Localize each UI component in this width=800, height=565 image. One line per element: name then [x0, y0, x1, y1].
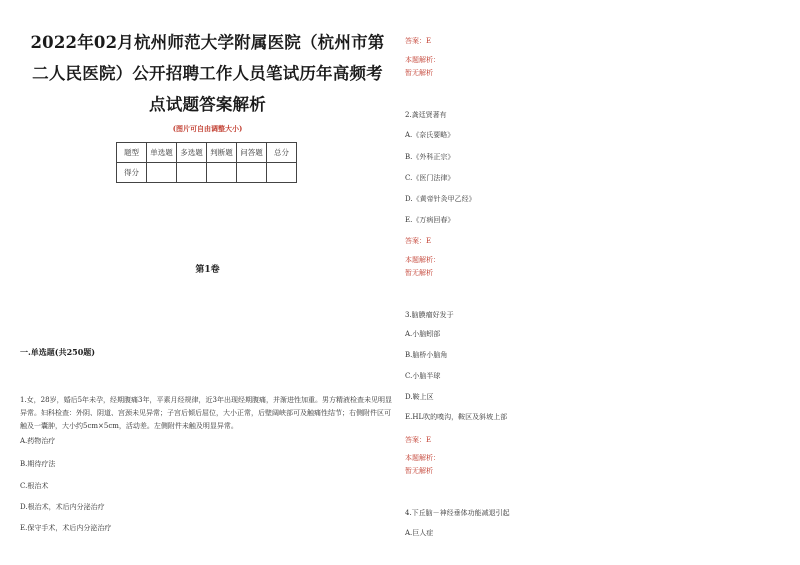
- title-line-3: 点试题答案解析: [149, 95, 266, 114]
- question-1-stem: 1.女，28岁，婚后5年未孕，经期腹痛3年，平素月经规律，近3年出现经期腹痛，并渐进性加重。男方精液检查未见明显异常。妇科检查：外阴、阴道、宫颈未见异常；子宫后倾后屈位，大小正常，后壁阔峡部可及触痛性结节；右侧附件区可触及一囊肿，大小约5cm×5cm，活动差。左侧附件未触及明显异常。: [20, 396, 392, 430]
- score-table-score-row: [117, 163, 297, 183]
- question-3-stem: 3.脑膜瘤好发于: [405, 311, 454, 319]
- question-3-option-d[interactable]: D.鞍上区: [405, 393, 434, 401]
- question-3-option-a[interactable]: A.小脑蚓部: [405, 330, 441, 338]
- question-2-option-c[interactable]: C.《医门法律》: [405, 174, 455, 182]
- score-cell[interactable]: [177, 163, 207, 183]
- question-3-option-e[interactable]: E.HL吹的嗅沟，鞍区及斜坡上部: [405, 413, 508, 421]
- score-header-cell: 总分: [267, 143, 297, 163]
- question-2-option-e[interactable]: E.《万病回春》: [405, 216, 455, 224]
- score-row-label: 得分: [117, 163, 147, 183]
- question-1-option-c[interactable]: C.根治术: [20, 482, 49, 490]
- score-header-cell: 判断题: [207, 143, 237, 163]
- score-cell[interactable]: [267, 163, 297, 183]
- image-resize-note: (图片可自由调整大小): [172, 124, 243, 133]
- question-2-option-d[interactable]: D.《黄帝针灸甲乙经》: [405, 195, 476, 203]
- explanation-2-label: 本题解析：: [405, 256, 440, 264]
- explanation-2-text: 暂无解析: [405, 269, 433, 277]
- title-line-1: 2022年02月杭州师范大学附属医院（杭州市第: [30, 33, 385, 52]
- score-header-cell: 问答题: [237, 143, 267, 163]
- question-3-option-c[interactable]: C.小脑半球: [405, 372, 441, 380]
- answer-3: 答案：E: [405, 436, 432, 444]
- question-4-option-a[interactable]: A.巨人症: [405, 529, 434, 537]
- question-1-option-b[interactable]: B.期待疗法: [20, 460, 56, 468]
- question-2-option-b[interactable]: B.《外科正宗》: [405, 153, 455, 161]
- score-header-cell: 单选题: [147, 143, 177, 163]
- answer-1: 答案：E: [405, 37, 432, 45]
- score-table: [116, 142, 297, 183]
- score-header-cell: 题型: [117, 143, 147, 163]
- document-title: [20, 27, 395, 120]
- volume-heading: 第1卷: [195, 265, 220, 275]
- score-cell[interactable]: [147, 163, 177, 183]
- question-3-option-b[interactable]: B.脑桥小脑角: [405, 351, 448, 359]
- score-table-header-row: [117, 143, 297, 163]
- title-line-2: 二人民医院）公开招聘工作人员笔试历年高频考: [32, 64, 383, 83]
- section-heading: 一.单选题(共250题): [20, 347, 96, 357]
- score-cell[interactable]: [207, 163, 237, 183]
- explanation-1-text: 暂无解析: [405, 69, 433, 77]
- question-1-option-e[interactable]: E.保守手术，术后内分泌治疗: [20, 524, 112, 532]
- answer-2: 答案：E: [405, 237, 432, 245]
- question-1-option-a[interactable]: A.药物治疗: [20, 437, 56, 445]
- explanation-3-text: 暂无解析: [405, 467, 433, 475]
- explanation-1-label: 本题解析：: [405, 56, 440, 64]
- score-header-cell: 多选题: [177, 143, 207, 163]
- question-4-stem: 4.下丘脑－神经垂体功能减退引起: [405, 509, 510, 517]
- score-cell[interactable]: [237, 163, 267, 183]
- question-2-stem: 2.龚廷贤著有: [405, 111, 447, 119]
- question-1-option-d[interactable]: D.根治术，术后内分泌治疗: [20, 503, 105, 511]
- explanation-3-label: 本题解析：: [405, 454, 440, 462]
- question-2-option-a[interactable]: A.《奈氏要略》: [405, 131, 455, 139]
